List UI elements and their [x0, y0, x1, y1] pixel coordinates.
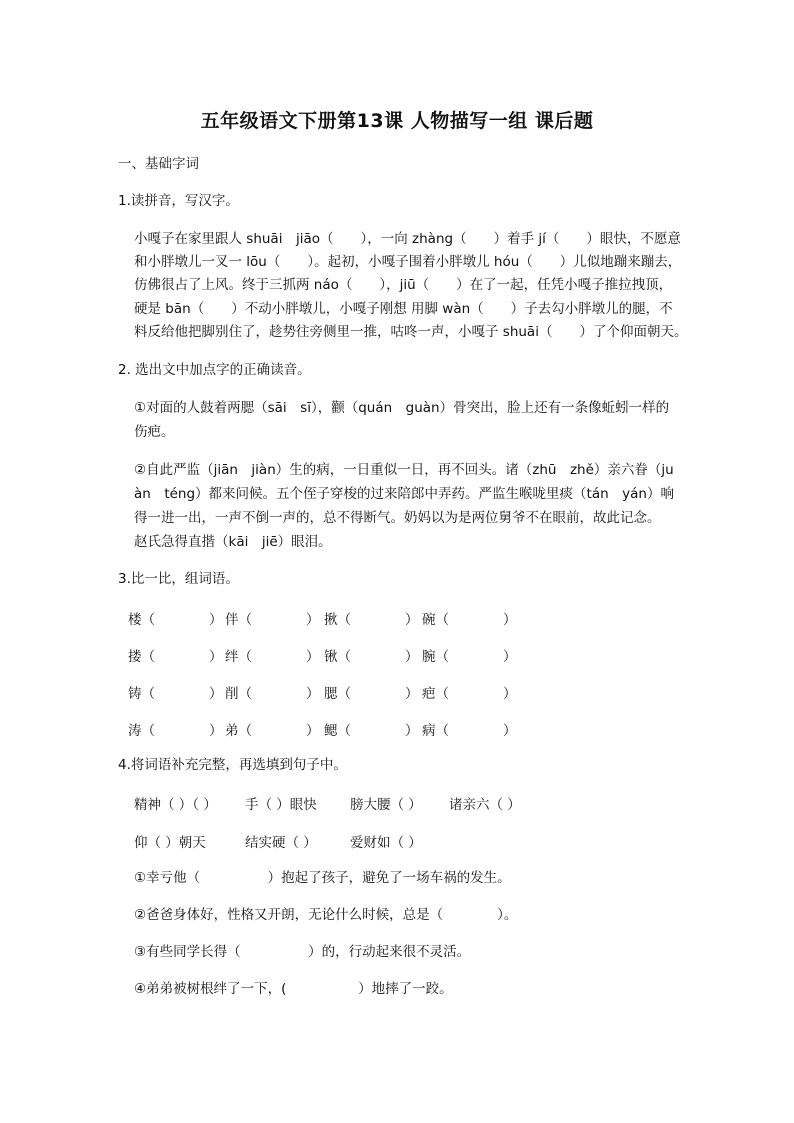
- grid-cell: 病（ ）: [422, 723, 517, 739]
- grid-cell: 绊（ ）: [225, 649, 320, 665]
- grid-cell: 疤（ ）: [422, 686, 517, 702]
- q1-line: 仿佛很占了上风。终于三抓两 náo（ ），jiū（ ）在了一起，任凭小嘎子推拉拽顶，: [134, 277, 673, 293]
- grid-cell: 锹（ ）: [324, 649, 419, 665]
- q1-heading: 1.读拼音，写汉字。: [118, 193, 239, 209]
- grid-cell: 弟（ ）: [225, 723, 320, 739]
- idiom-item: 爱财如（ ）: [350, 835, 422, 851]
- q1-line: 料反给他把脚别住了，趁势往旁侧里一推，咕咚一声，小嘎子 shuāi（ ）了个仰面朝天。: [134, 324, 688, 340]
- grid-cell: 碗（ ）: [422, 612, 517, 628]
- q2-paragraph-line: 伤疤。: [134, 424, 175, 440]
- idiom-item: 诸亲六（ ）: [449, 797, 521, 813]
- fill-sentence: ②爸爸身体好，性格又开朗，无论什么时候，总是（ ）。: [134, 907, 518, 923]
- grid-cell: 腕（ ）: [422, 649, 517, 665]
- idiom-item: 精神（ ）（ ）: [134, 797, 217, 813]
- q1-line: 硬是 bān（ ）不动小胖墩儿，小嘎子刚想 用脚 wàn（ ）子去勾小胖墩儿的腿，不: [134, 301, 673, 317]
- q4-heading: 4.将词语补充完整，再选填到句子中。: [118, 757, 347, 773]
- grid-cell: 削（ ）: [225, 686, 320, 702]
- idiom-item: 膀大腰（ ）: [350, 797, 422, 813]
- fill-sentence: ①幸亏他（ ）抱起了孩子，避免了一场车祸的发生。: [134, 870, 511, 886]
- idiom-item: 仰（ ）朝天: [134, 835, 206, 851]
- idiom-item: 手（ ）眼快: [245, 797, 317, 813]
- q3-heading: 3.比一比，组词语。: [118, 571, 239, 587]
- grid-cell: 搂（ ）: [128, 649, 223, 665]
- q2-paragraph-line: ①对面的人鼓着两腮（sāi sī），颧（quán guàn）骨突出，脸上还有一条像蚯蚓一样的: [134, 400, 670, 416]
- q2-paragraph-line: 得一进一出，一声不倒一声的，总不得断气。奶妈以为是两位舅爷不在眼前，故此记念。: [134, 510, 661, 526]
- grid-cell: 楼（ ）: [128, 612, 223, 628]
- page-title: 五年级语文下册第13课 人物描写一组 课后题: [200, 110, 594, 132]
- grid-cell: 鳃（ ）: [324, 723, 419, 739]
- q2-paragraph-line: ②自此严监（jiān jiàn）生的病，一日重似一日，再不回头。诸（zhū zhě）亲六眷（ju: [134, 462, 674, 478]
- grid-cell: 腮（ ）: [324, 686, 419, 702]
- q2-heading: 2. 选出文中加点字的正确读音。: [118, 362, 311, 378]
- q1-line: 小嘎子在家里跟人 shuāi jiāo（ ），一向 zhàng（ ）着手 jí（ ）眼快，不愿意: [134, 231, 681, 247]
- grid-cell: 伴（ ）: [225, 612, 320, 628]
- idiom-item: 结实硬（ ）: [245, 835, 317, 851]
- grid-cell: 铸（ ）: [128, 686, 223, 702]
- q2-paragraph-line: 赵氏急得直揩（kāi jiē）眼泪。: [134, 534, 332, 550]
- grid-cell: 涛（ ）: [128, 723, 223, 739]
- q2-paragraph-line: àn téng）都来问候。五个侄子穿梭的过来陪郎中弄药。严监生喉咙里痰（tán yán）响: [134, 486, 674, 502]
- fill-sentence: ③有些同学长得（ ）的，行动起来很不灵活。: [134, 944, 471, 960]
- section-heading: 一、基础字词: [118, 156, 199, 172]
- q1-line: 和小胖墩儿一叉一 lōu（ ）。起初，小嘎子围着小胖墩儿 hóu（ ）儿似地蹦来蹦去，: [134, 254, 682, 270]
- grid-cell: 揪（ ）: [324, 612, 419, 628]
- fill-sentence: ④弟弟被树根绊了一下，( ）地摔了一跤。: [134, 981, 453, 997]
